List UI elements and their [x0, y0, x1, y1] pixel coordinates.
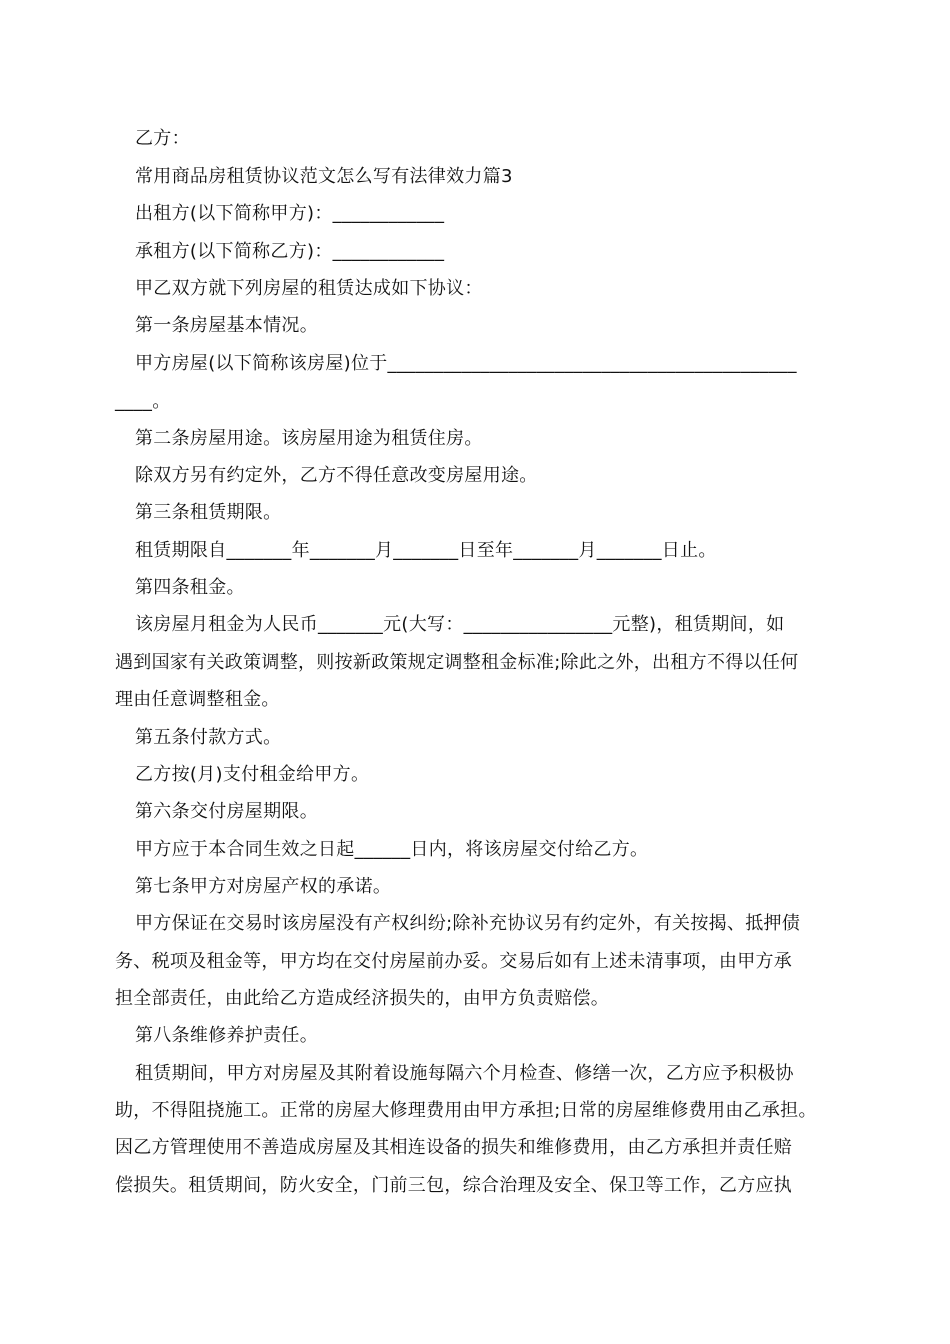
article-3-heading: 第三条租赁期限。 [135, 502, 282, 523]
article-8-text-cont: 偿损失。租赁期间，防火安全，门前三包，综合治理及安全、保卫等工作，乙方应执 [115, 1175, 793, 1196]
article-1-text-cont: ____。 [115, 391, 171, 412]
article-4-text-cont: 理由任意调整租金。 [115, 689, 280, 710]
article-8-text-cont: 因乙方管理使用不善造成房屋及其相连设备的损失和维修费用，由乙方承担并责任赔 [115, 1137, 793, 1158]
article-7-heading: 第七条甲方对房屋产权的承诺。 [135, 876, 392, 897]
article-8-heading: 第八条维修养护责任。 [135, 1025, 318, 1046]
article-4-heading: 第四条租金。 [135, 577, 245, 598]
article-5-text: 乙方按(月)支付租金给甲方。 [135, 764, 370, 785]
article-1-heading: 第一条房屋基本情况。 [135, 315, 318, 336]
lessee-line: 承租方(以下简称乙方)：____________ [135, 241, 445, 262]
article-2-heading: 第二条房屋用途。该房屋用途为租赁住房。 [135, 428, 483, 449]
article-5-heading: 第五条付款方式。 [135, 727, 282, 748]
article-1-text: 甲方房屋(以下简称该房屋)位于____________________________________________ [135, 353, 797, 374]
article-7-text: 甲方保证在交易时该房屋没有产权纠纷;除补充协议另有约定外，有关按揭、抵押债 [135, 913, 801, 934]
section-title: 常用商品房租赁协议范文怎么写有法律效力篇3 [135, 166, 513, 187]
article-8-text-cont: 助，不得阻挠施工。正常的房屋大修理费用由甲方承担;日常的房屋维修费用由乙承担。 [115, 1100, 817, 1121]
article-7-text-cont: 务、税项及租金等，甲方均在交付房屋前办妥。交易后如有上述未清事项，由甲方承 [115, 951, 793, 972]
lessor-line: 出租方(以下简称甲方)：____________ [135, 203, 445, 224]
article-8-text: 租赁期间，甲方对房屋及其附着设施每隔六个月检查、修缮一次，乙方应予积极协 [135, 1063, 794, 1084]
agreement-intro: 甲乙双方就下列房屋的租赁达成如下协议： [135, 278, 483, 299]
article-6-text: 甲方应于本合同生效之日起______日内，将该房屋交付给乙方。 [135, 839, 649, 860]
party-b-label: 乙方： [135, 128, 190, 149]
article-4-text: 该房屋月租金为人民币_______元(大写：________________元整)，租赁期间，如 [135, 614, 785, 635]
article-7-text-cont: 担全部责任，由此给乙方造成经济损失的，由甲方负责赔偿。 [115, 988, 610, 1009]
article-6-heading: 第六条交付房屋期限。 [135, 801, 318, 822]
article-2-text: 除双方另有约定外，乙方不得任意改变房屋用途。 [135, 465, 538, 486]
article-3-text: 租赁期限自_______年_______月_______日至年_______月_______日止。 [135, 540, 717, 561]
article-4-text-cont: 遇到国家有关政策调整，则按新政策规定调整租金标准;除此之外，出租方不得以任何 [115, 652, 799, 673]
